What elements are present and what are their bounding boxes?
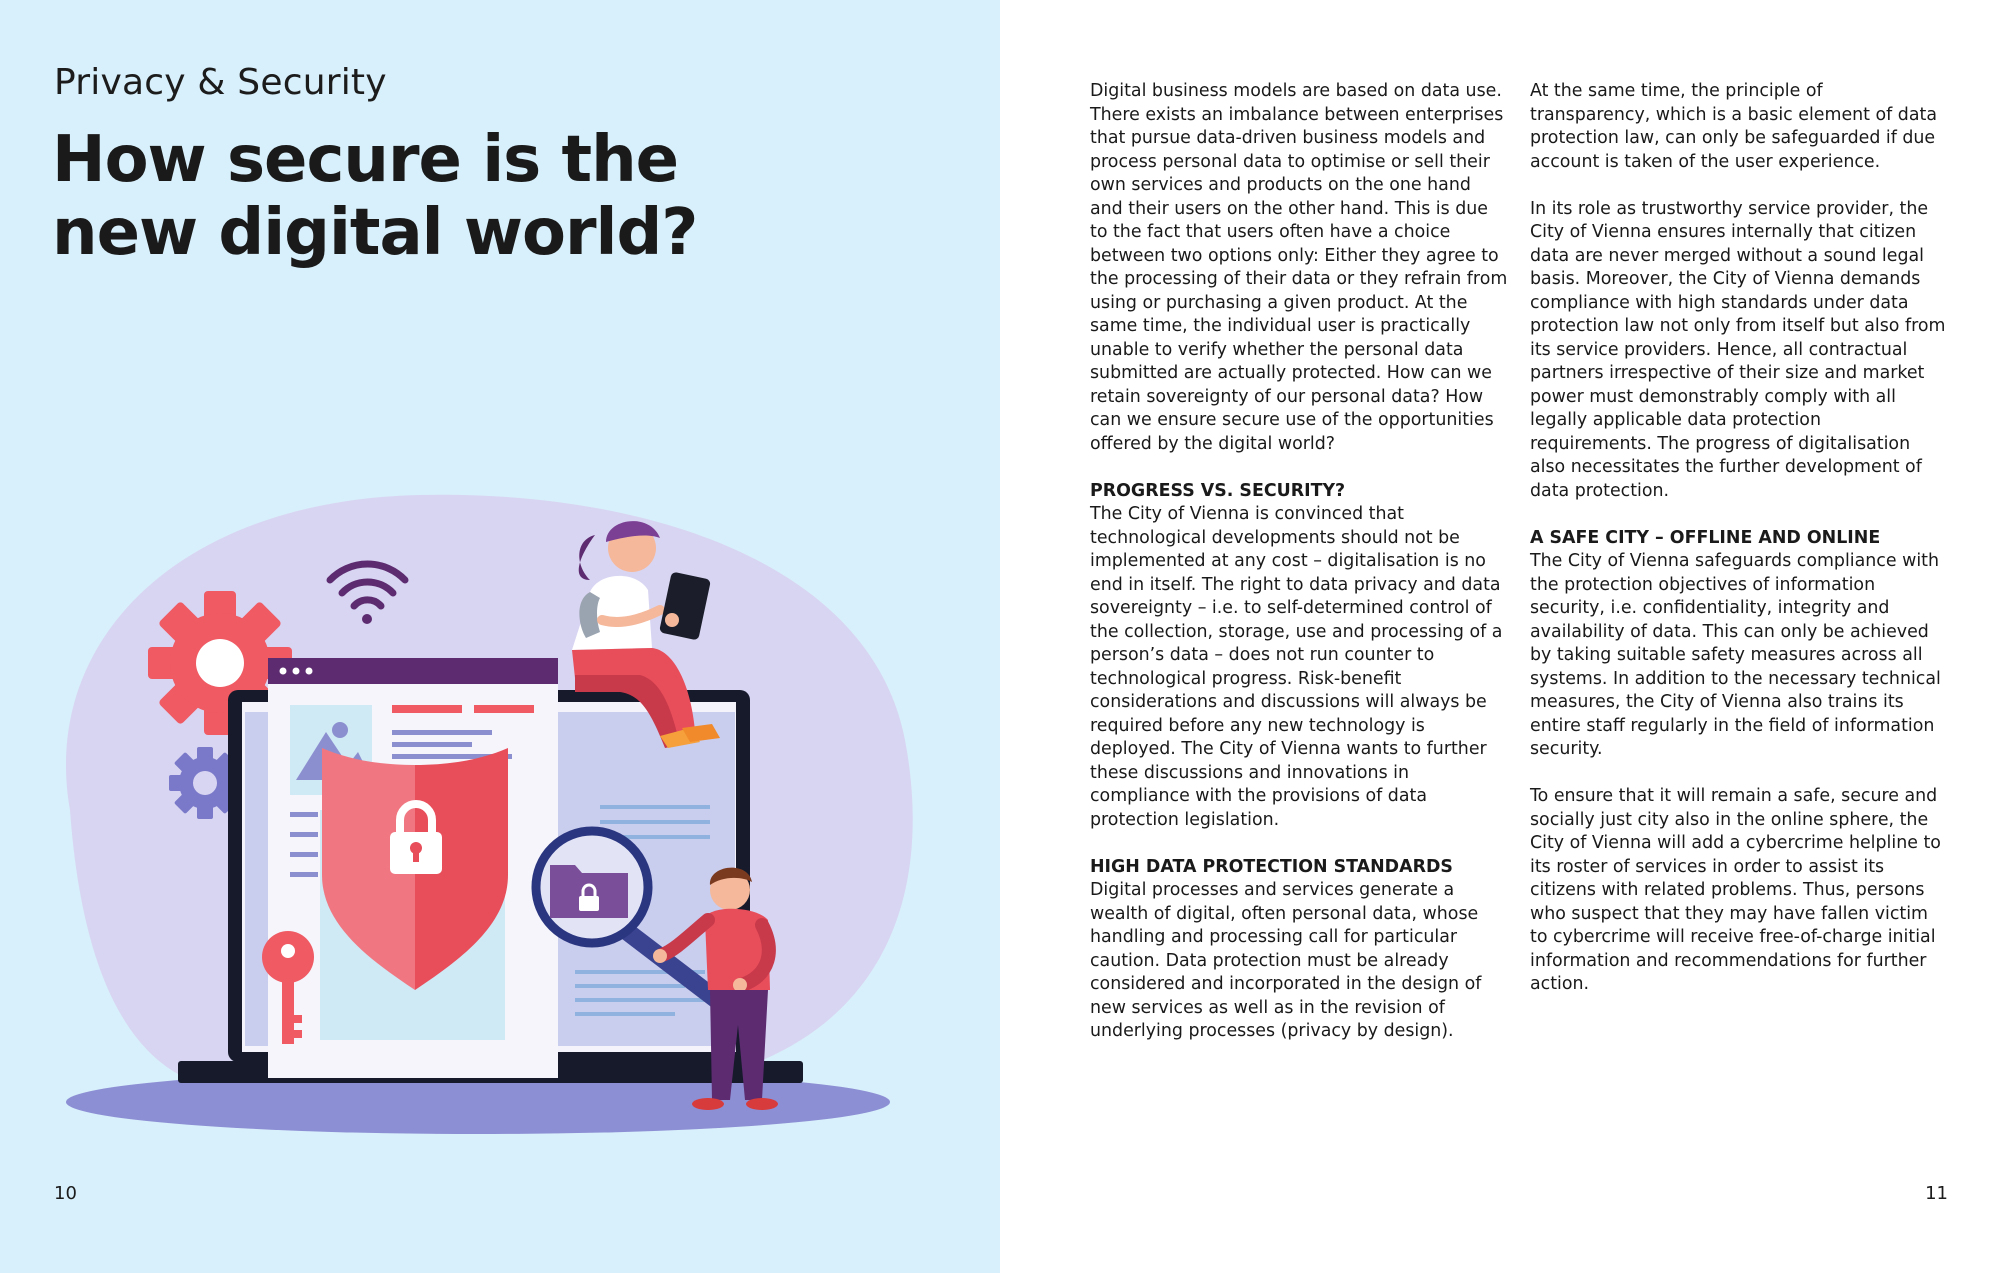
text-column-2: [1530, 80, 1948, 997]
right-page: [1000, 0, 2000, 1273]
section-label: Privacy & Security: [54, 62, 387, 103]
intro-paragraph: Digital business models are based on data use. There exists an imbalance between enterprises that pursue data-driven business models and process personal data to optimise or sell their own services and products on the one hand and their users on the other hand. This is due to the fact that users often have a choice between two options only: Either they agree to the processing of their data or they refrain from using or purchasing a given product. At the same time, the individual user is practically unable to verify whether the personal data submitted are actually protected. How can we retain sovereignty of our personal data? How can we ensure secure use of the opportunities offered by the digital world?: [1090, 81, 1508, 454]
heading-progress-vs-security: PROGRESS VS. SECURITY?: [1090, 480, 1346, 501]
service-provider-paragraph: In its role as trustworthy service provider, the City of Vienna ensures internally that citizen data are never merged without a sound legal basis. Moreover, the City of Vienna demands compliance with high standards under data protection law not only from itself but also from its service providers. Hence, all contractual partners irrespective of their size and market power must demonstrably comply with all legally applicable data protection requirements. The progress of digitalisation also necessitates the further development of data protection.: [1530, 198, 1946, 501]
transparency-paragraph: At the same time, the principle of transparency, which is a basic element of data protection law, can only be safeguarded if due account is taken of the user experience.: [1530, 81, 1937, 172]
safe-city-paragraph: The City of Vienna safeguards compliance with the protection objectives of information security, i.e. confidentiality, integrity and availability of data. This can only be achieved by taking suitable safety measures across all systems. In addition to the necessary technical measures, the City of Vienna also trains its entire staff regularly in the field of information security.: [1530, 551, 1941, 759]
cybercrime-paragraph: To ensure that it will remain a safe, secure and socially just city also in the online sphere, the City of Vienna will add a cybercrime helpline to its roster of services in order to assist its citizens with related problems. Thus, persons who suspect that they may have fallen victim to cybercrime will receive free-of-charge initial information and recommendations for further action.: [1530, 786, 1941, 994]
page-number-left: 10: [54, 1183, 77, 1204]
progress-paragraph: The City of Vienna is convinced that technological developments should not be implemented at any cost – digitalisation is no end in itself. The right to data privacy and data sovereignty – i.e. to self-determined control of the collection, storage, use and processing of a person’s data – does not run counter to technological progress. Risk-benefit considerations and discussions will always be required before any new technology is deployed. The City of Vienna wants to further these discussions and innovations in compliance with the provisions of data protection legislation.: [1090, 504, 1503, 830]
security-illustration: [0, 480, 1000, 1140]
data-protection-paragraph: Digital processes and services generate a wealth of digital, often personal data, whose handling and processing call for particular caution. Data protection must be already considered and incorporated in the design of new services as well as in the revision of underlying processes (privacy by design).: [1090, 880, 1482, 1041]
page-title-line-1: How secure is the: [52, 123, 679, 197]
heading-safe-city: A SAFE CITY – OFFLINE AND ONLINE: [1530, 527, 1881, 548]
text-column-1: [1090, 80, 1508, 1044]
heading-high-data-protection: HIGH DATA PROTECTION STANDARDS: [1090, 856, 1453, 877]
page-title: [52, 124, 852, 270]
page-number-right: 11: [1925, 1183, 1948, 1204]
page-title-line-2: new digital world?: [52, 196, 698, 270]
